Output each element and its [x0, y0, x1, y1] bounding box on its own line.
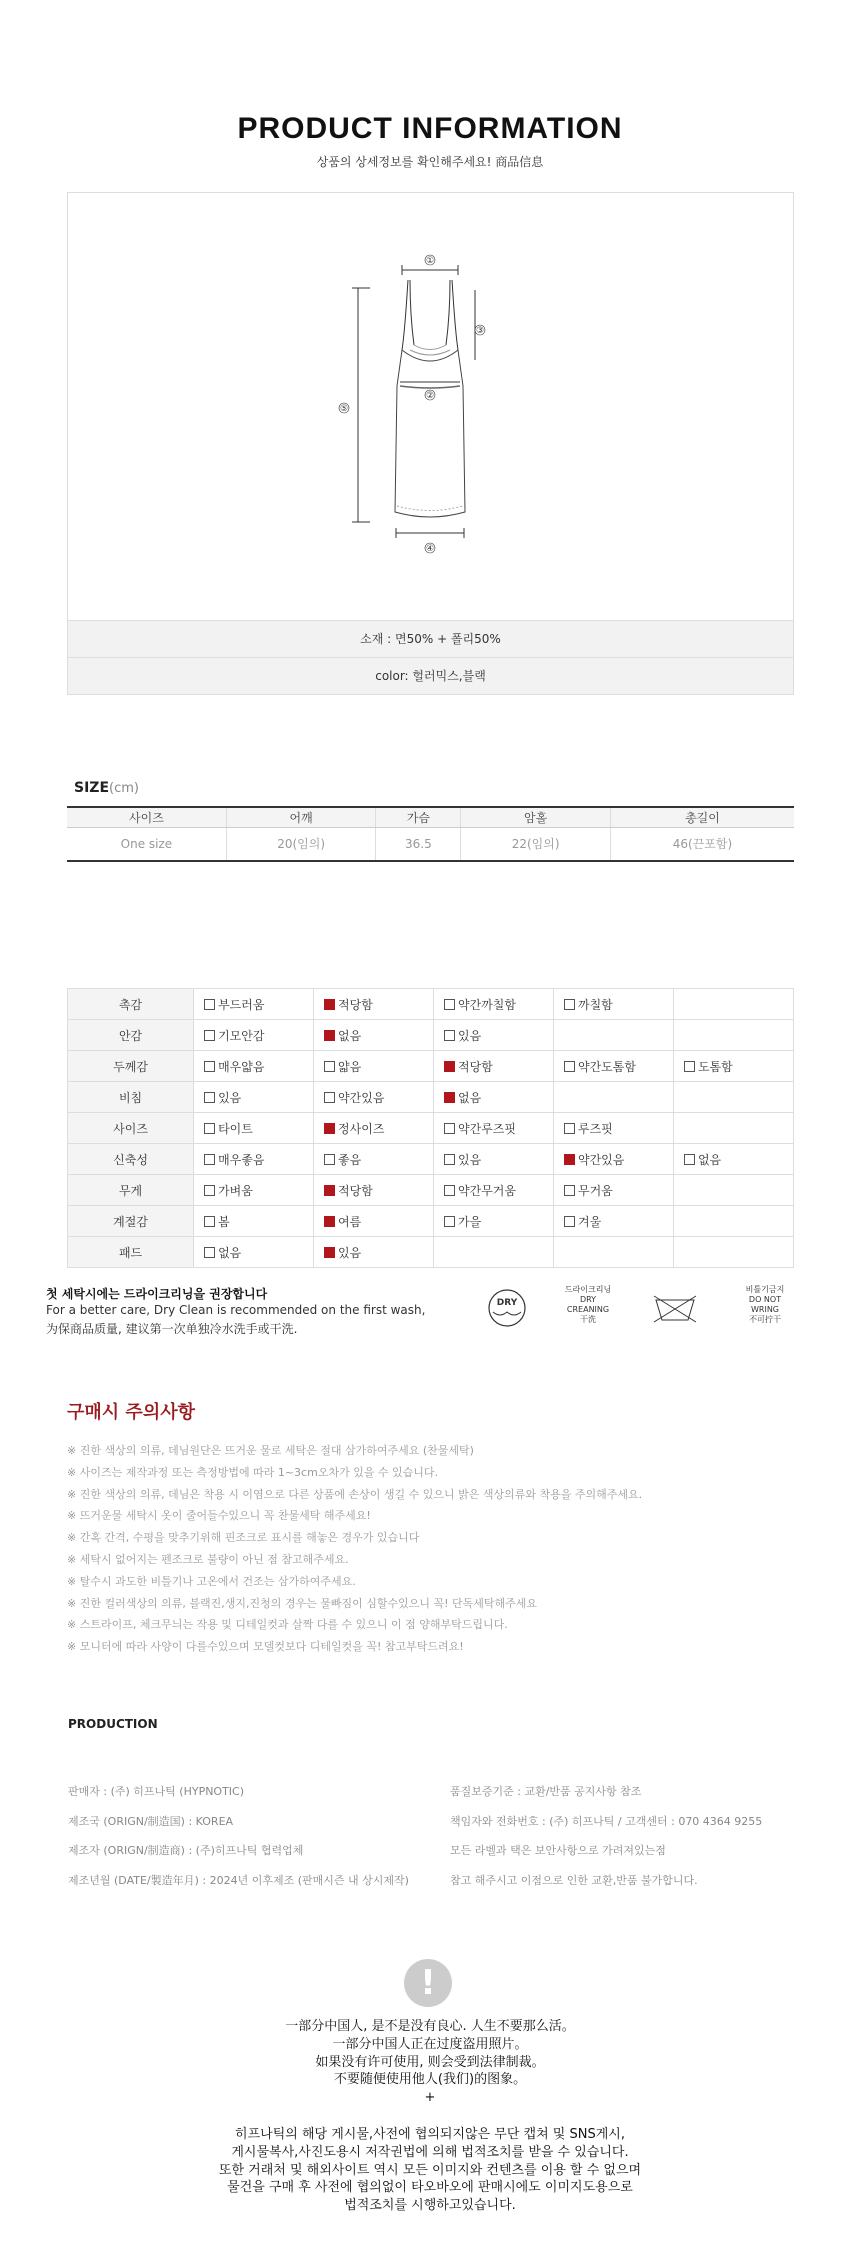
marker-2: ② — [425, 391, 435, 401]
attribute-option — [553, 1175, 673, 1206]
attribute-option — [314, 1175, 434, 1206]
checkbox-icon — [444, 1123, 455, 1134]
attribute-label: 무게 — [68, 1175, 194, 1206]
attribute-empty-cell — [553, 1020, 673, 1051]
production-line: 제조국 (ORIGN/制造国) : KOREA — [68, 1814, 234, 1828]
attribute-option — [314, 1020, 434, 1051]
checkbox-icon — [204, 1247, 215, 1258]
attribute-option-label: 없음 — [218, 1245, 242, 1260]
attribute-row — [68, 1113, 794, 1144]
attribute-option-label: 가벼움 — [218, 1183, 253, 1198]
checkbox-icon — [444, 1185, 455, 1196]
care-list — [67, 1440, 807, 1658]
checkbox-icon — [444, 999, 455, 1010]
checkbox-icon — [684, 1154, 695, 1165]
attribute-label: 안감 — [68, 1020, 194, 1051]
attribute-option — [553, 1144, 673, 1175]
marker-1: ① — [425, 256, 435, 266]
attribute-option-label: 얇음 — [338, 1059, 362, 1074]
checkbox-icon — [444, 1216, 455, 1227]
care-item: ※ 탈수시 과도한 비틀기나 고온에서 건조는 삼가하여주세요. — [67, 1574, 356, 1588]
attribute-label: 비침 — [68, 1082, 194, 1113]
marker-5: ⑤ — [339, 404, 349, 414]
production-line: 판매자 : (주) 히프나틱 (HYPNOTIC) — [68, 1785, 245, 1798]
checkbox-icon — [204, 1030, 215, 1041]
warning-icon: ! — [404, 1959, 452, 2007]
attribute-empty-cell — [673, 989, 793, 1020]
no-bleach-icon — [650, 1292, 700, 1328]
attribute-label: 계절감 — [68, 1206, 194, 1237]
size-header: 가슴 — [376, 807, 461, 827]
production-left — [68, 1777, 409, 1895]
attribute-option-label: 매우얇음 — [218, 1059, 265, 1074]
size-header: 암홀 — [461, 807, 611, 827]
attribute-empty-cell — [673, 1206, 793, 1237]
attribute-option-label: 있음 — [458, 1152, 482, 1167]
size-header: 어깨 — [226, 807, 376, 827]
marker-3: ③ — [475, 326, 485, 336]
production-line: 참고 해주시고 이점으로 인한 교환,반품 불가합니다. — [450, 1873, 698, 1887]
attribute-option — [314, 989, 434, 1020]
checkbox-icon — [204, 1216, 215, 1227]
attribute-empty-cell — [673, 1175, 793, 1206]
wash-notice-en: For a better care, Dry Clean is recommended on the first wash, — [46, 1303, 426, 1317]
checkbox-icon — [204, 999, 215, 1010]
page-title: PRODUCT INFORMATION — [237, 112, 623, 145]
attribute-option-label: 매우좋음 — [218, 1152, 265, 1167]
notice-korean — [0, 2126, 860, 2215]
attribute-option-label: 약간도톰함 — [577, 1059, 636, 1074]
attribute-option-label: 없음 — [697, 1152, 722, 1167]
attribute-option — [194, 1144, 314, 1175]
attribute-empty-cell — [673, 1237, 793, 1268]
garment-diagram — [330, 250, 530, 580]
attribute-option-label: 없음 — [338, 1028, 362, 1043]
attribute-row — [68, 1020, 794, 1051]
attribute-empty-cell — [553, 1082, 673, 1113]
attribute-option — [553, 1113, 673, 1144]
notice-line: 一部分中国人正在过度盗用照片。 — [332, 2036, 528, 2052]
dry-icon: DRY — [485, 1288, 529, 1330]
production-line: 제조자 (ORIGN/制造商) : (주)히프나틱 협력업체 — [68, 1844, 304, 1857]
attribute-label: 신축성 — [68, 1144, 194, 1175]
attribute-option — [434, 1206, 554, 1237]
care-item: ※ 스트라이프, 체크무늬는 작용 및 디테일컷과 살짝 다를 수 있으니 이 점 양해부탁드립니다. — [67, 1618, 508, 1632]
notice-line: 不要随便使用他人(我们)的图象。 — [333, 2072, 527, 2088]
color-strip: color: 헐러믹스,블랙 — [67, 657, 794, 695]
attribute-label: 두께감 — [68, 1051, 194, 1082]
attribute-option-label: 적당함 — [458, 1059, 493, 1074]
attribute-option — [314, 1082, 434, 1113]
size-header: 사이즈 — [67, 807, 226, 827]
production-line: 품질보증기준 : 교환/반품 공지사항 참조 — [450, 1785, 642, 1798]
attribute-option-label: 있음 — [458, 1028, 482, 1043]
notice-chinese — [0, 2018, 860, 2107]
checkbox-icon — [204, 1154, 215, 1165]
care-item: ※ 사이즈는 제작과정 또는 측정방법에 따라 1~3cm오차가 있을 수 있습니다. — [67, 1465, 439, 1479]
attribute-option — [314, 1206, 434, 1237]
attribute-option — [673, 1051, 793, 1082]
checkbox-icon — [204, 1061, 215, 1072]
care-item: ※ 뜨거운물 세탁시 옷이 줄어들수있으니 꼭 찬물세탁 해주세요! — [67, 1509, 371, 1523]
attribute-option — [194, 1113, 314, 1144]
notice-line: 一部分中国人, 是不是没有良心. 人生不要那么活。 — [285, 2019, 575, 2034]
care-item: ※ 세탁시 없어지는 펜조크로 불량이 아닌 점 참고해주세요. — [67, 1552, 349, 1566]
attribute-empty-cell — [434, 1237, 554, 1268]
checkbox-checked-icon — [324, 999, 335, 1010]
do-not-wring-icon: 비틀기금지 DO NOT WRING 不可拧干 — [745, 1285, 785, 1324]
checkbox-checked-icon — [324, 1185, 335, 1196]
attribute-empty-cell — [673, 1082, 793, 1113]
attribute-option-label: 적당함 — [338, 1183, 373, 1198]
checkbox-icon — [564, 1216, 575, 1227]
attributes-table — [67, 988, 794, 1268]
size-cell: 36.5 — [376, 827, 461, 861]
production-line: 책임자와 전화번호 : (주) 히프나틱 / 고객센터 : 070 4364 9255 — [450, 1814, 763, 1828]
attribute-option-label: 약간루즈핏 — [458, 1121, 516, 1136]
attribute-option-label: 없음 — [458, 1090, 482, 1105]
notice-line: 법적조치를 시행하고있습니다. — [344, 2198, 516, 2214]
attribute-option — [194, 1175, 314, 1206]
checkbox-checked-icon — [324, 1247, 335, 1258]
attribute-row — [68, 1206, 794, 1237]
attribute-option-label: 가을 — [458, 1214, 482, 1229]
checkbox-icon — [444, 1030, 455, 1041]
attribute-option — [194, 1082, 314, 1113]
attribute-option-label: 약간까칠함 — [458, 997, 516, 1012]
attribute-option — [553, 989, 673, 1020]
attribute-empty-cell — [673, 1113, 793, 1144]
material-strip: 소재 : 면50% + 폴리50% — [67, 620, 794, 658]
attribute-option — [314, 1144, 434, 1175]
notice-line: + — [424, 2090, 436, 2106]
care-item: ※ 모니터에 따라 사양이 다를수있으며 모델컷보다 디테일컷을 꼭! 참고부탁드려요! — [67, 1640, 464, 1654]
attribute-option — [434, 1144, 554, 1175]
attribute-option — [194, 1206, 314, 1237]
attribute-option-label: 무거움 — [577, 1183, 613, 1198]
size-cell: 20(임의) — [226, 827, 376, 861]
attribute-option — [673, 1144, 793, 1175]
attribute-option — [434, 1175, 554, 1206]
checkbox-icon — [324, 1154, 335, 1165]
checkbox-checked-icon — [564, 1154, 575, 1165]
wash-notice-title: 첫 세탁시에는 드라이크리닝을 권장합니다 — [46, 1287, 268, 1301]
checkbox-icon — [324, 1061, 335, 1072]
attribute-row — [68, 1175, 794, 1206]
attribute-option — [314, 1237, 434, 1268]
attribute-row — [68, 1144, 794, 1175]
attribute-option — [434, 989, 554, 1020]
attribute-option-label: 약간무거움 — [458, 1183, 516, 1198]
size-cell: One size — [67, 827, 226, 861]
care-item: ※ 진한 색상의 의류, 데님원단은 뜨거운 물로 세탁은 절대 삼가하여주세요 (찬물세탁) — [67, 1444, 474, 1457]
attribute-row — [68, 989, 794, 1020]
attribute-option-label: 적당함 — [338, 997, 373, 1012]
attribute-option — [434, 1082, 554, 1113]
size-cell: 46(끈포함) — [610, 827, 794, 861]
attribute-option — [434, 1051, 554, 1082]
checkbox-checked-icon — [324, 1123, 335, 1134]
care-icons — [480, 1284, 800, 1344]
attribute-row — [68, 1237, 794, 1268]
attribute-option — [194, 989, 314, 1020]
attribute-option-label: 기모안감 — [218, 1028, 265, 1043]
checkbox-icon — [324, 1092, 335, 1103]
production-line: 제조년월 (DATE/製造年月) : 2024년 이후제조 (판매시즌 내 상시제작) — [68, 1873, 409, 1887]
attribute-option-label: 여름 — [338, 1214, 362, 1229]
checkbox-checked-icon — [324, 1216, 335, 1227]
attribute-option-label: 부드러움 — [218, 997, 265, 1012]
checkbox-icon — [204, 1092, 215, 1103]
production-right — [450, 1777, 762, 1895]
checkbox-icon — [564, 1185, 575, 1196]
size-table — [67, 806, 794, 862]
attribute-option-label: 도톰함 — [697, 1059, 733, 1074]
attribute-option-label: 루즈핏 — [577, 1121, 613, 1136]
attribute-option-label: 정사이즈 — [338, 1121, 385, 1136]
attribute-option-label: 겨울 — [577, 1214, 602, 1229]
attribute-option — [434, 1020, 554, 1051]
attribute-option — [553, 1051, 673, 1082]
size-title: SIZE(cm) — [74, 780, 139, 796]
attribute-option-label: 봄 — [218, 1214, 230, 1229]
attribute-option-label: 타이트 — [218, 1121, 253, 1136]
checkbox-checked-icon — [324, 1030, 335, 1041]
size-header: 총길이 — [610, 807, 794, 827]
attribute-row — [68, 1051, 794, 1082]
production-title: PRODUCTION — [68, 1717, 158, 1731]
size-unit: (cm) — [109, 781, 139, 796]
notice-line: 물건을 구매 후 사전에 협의없이 타오바오에 판매시에도 이미지도용으로 — [227, 2180, 633, 2196]
attribute-label: 패드 — [68, 1237, 194, 1268]
attribute-option — [553, 1206, 673, 1237]
attribute-empty-cell — [673, 1020, 793, 1051]
notice-line: 게시물복사,사진도용시 저작권법에 의해 법적조치를 받을 수 있습니다. — [231, 2144, 629, 2160]
attribute-option-label: 좋음 — [338, 1152, 362, 1167]
care-item: ※ 진한 컬러색상의 의류, 블랙진,생지,진청의 경우는 물빠짐이 심할수있으니 꼭! 단독세탁해주세요 — [67, 1596, 537, 1610]
checkbox-icon — [564, 999, 575, 1010]
page-subtitle: 상품의 상세정보를 확인해주세요! 商品信息 — [316, 155, 544, 169]
attribute-option — [194, 1020, 314, 1051]
checkbox-icon — [444, 1154, 455, 1165]
checkbox-checked-icon — [444, 1092, 455, 1103]
attribute-option-label: 약간있음 — [338, 1090, 385, 1105]
checkbox-checked-icon — [444, 1061, 455, 1072]
attribute-option — [194, 1237, 314, 1268]
size-cell: 22(임의) — [461, 827, 611, 861]
notice-line: 如果没有许可使用, 则会受到法律制裁。 — [315, 2054, 545, 2070]
care-item: ※ 간혹 간격, 수평을 맞추기위해 핀조크로 표시를 해놓은 경우가 있습니다 — [67, 1531, 420, 1545]
attribute-empty-cell — [553, 1237, 673, 1268]
attribute-option-label: 있음 — [338, 1245, 362, 1260]
dry-cleaning-icon: 드라이크리닝 DRY CREANING 干洗 — [564, 1285, 612, 1324]
checkbox-icon — [204, 1185, 215, 1196]
checkbox-icon — [564, 1123, 575, 1134]
care-item: ※ 진한 색상의 의류, 데님은 착용 시 이염으로 다른 상품에 손상이 생길 수 있으니 밝은 색상의류와 착용을 주의해주세요. — [67, 1487, 643, 1501]
attribute-option — [314, 1051, 434, 1082]
marker-4: ④ — [425, 544, 435, 554]
attribute-option-label: 까칠함 — [577, 997, 613, 1012]
attribute-option — [434, 1113, 554, 1144]
attribute-row — [68, 1082, 794, 1113]
attribute-option-label: 있음 — [218, 1090, 242, 1105]
attribute-option — [194, 1051, 314, 1082]
attribute-label: 촉감 — [68, 989, 194, 1020]
care-section-title: 구매시 주의사항 — [67, 1402, 195, 1423]
wash-notice-cn: 为保商品质量, 建议第一次单独冷水洗手或干洗. — [46, 1322, 298, 1336]
checkbox-icon — [684, 1061, 695, 1072]
notice-line: 또한 거래처 및 해외사이트 역시 모든 이미지와 컨텐츠를 이용 할 수 없으며 — [218, 2162, 642, 2178]
attribute-label: 사이즈 — [68, 1113, 194, 1144]
production-line: 모든 라벨과 택은 보안사항으로 가려져있는점 — [450, 1844, 666, 1857]
attribute-option — [314, 1113, 434, 1144]
checkbox-icon — [564, 1061, 575, 1072]
notice-line: 히프나틱의 해당 게시물,사전에 협의되지않은 무단 캡쳐 및 SNS게시, — [235, 2127, 625, 2142]
checkbox-icon — [204, 1123, 215, 1134]
attribute-option-label: 약간있음 — [577, 1152, 625, 1167]
